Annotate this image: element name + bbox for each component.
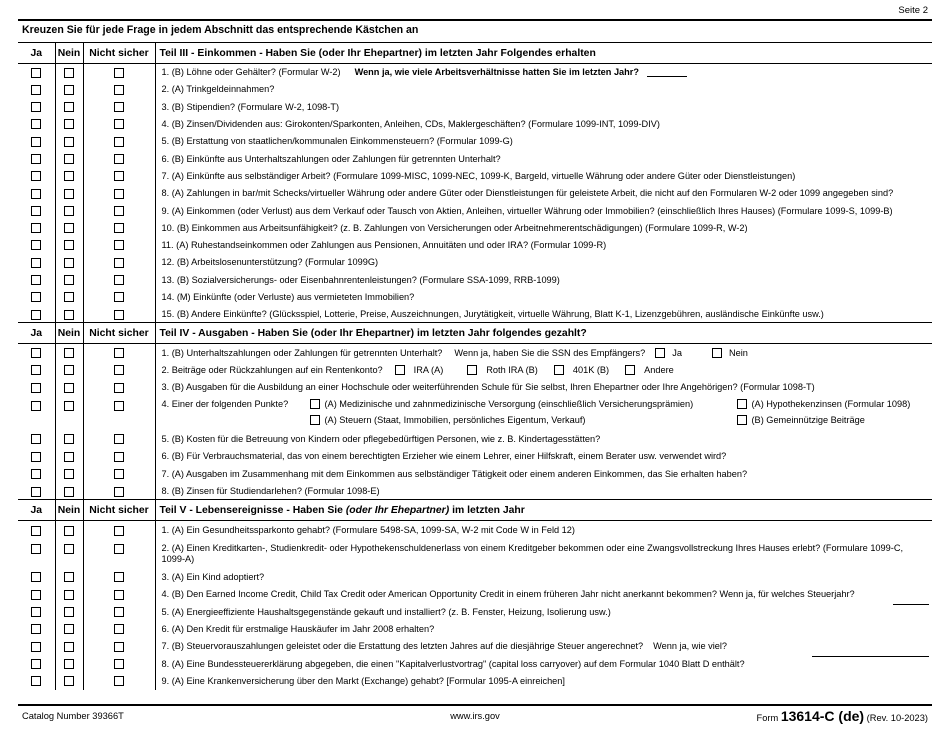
unsure-checkbox[interactable]: [114, 469, 124, 479]
medical-checkbox[interactable]: [310, 399, 320, 409]
catalog-number: Catalog Number 39366T: [22, 711, 124, 721]
yes-checkbox[interactable]: [31, 68, 41, 78]
unsure-checkbox[interactable]: [114, 401, 124, 411]
question-row: [18, 569, 932, 586]
part5-table: [18, 499, 932, 690]
yes-checkbox[interactable]: [31, 624, 41, 634]
part4-header: [18, 323, 932, 344]
charitable-label: (B) Gemeinnützige Beiträge: [751, 415, 865, 425]
unsure-checkbox[interactable]: [114, 292, 124, 302]
unsure-checkbox[interactable]: [114, 452, 124, 462]
irs-website-link[interactable]: www.irs.gov: [450, 711, 500, 721]
question-text: 4. (B) Den Earned Income Credit, Child Tax Credit oder American Opportunity Credit in einem früheren Jahr nicht anerkannt bekommen? Wenn ja, für welches Steuerjahr?: [161, 589, 855, 600]
yes-checkbox[interactable]: [31, 85, 41, 95]
question-row: [18, 396, 932, 430]
question-text: 1. (A) Ein Gesundheitssparkonto gehabt? (Formulare 5498-SA, 1099-SA, W-2 mit Code W in Feld 12): [161, 525, 575, 536]
mortgage-interest-checkbox[interactable]: [737, 399, 747, 409]
yes-checkbox[interactable]: [31, 544, 41, 554]
no-checkbox[interactable]: [64, 85, 74, 95]
question-row: [18, 167, 932, 184]
question-text: 3. (B) Stipendien? (Formulare W-2, 1098-T): [161, 101, 340, 112]
question-row: [18, 379, 932, 397]
no-checkbox[interactable]: [64, 206, 74, 216]
question-text: 4. Einer der folgenden Punkte?: [161, 399, 289, 409]
no-checkbox[interactable]: [64, 676, 74, 686]
unsure-checkbox[interactable]: [114, 68, 124, 78]
no-checkbox[interactable]: [64, 154, 74, 164]
unsure-checkbox[interactable]: [114, 85, 124, 95]
no-checkbox[interactable]: [64, 119, 74, 129]
unsure-checkbox[interactable]: [114, 189, 124, 199]
yes-checkbox[interactable]: [31, 206, 41, 216]
no-checkbox[interactable]: [64, 310, 74, 320]
401k-label: 401K (B): [572, 364, 610, 375]
taxes-checkbox[interactable]: [310, 415, 320, 425]
part3-table: [18, 42, 932, 323]
unsure-checkbox[interactable]: [114, 310, 124, 320]
unsure-checkbox[interactable]: [114, 102, 124, 112]
yes-checkbox[interactable]: [31, 223, 41, 233]
question-row: [18, 150, 932, 167]
question-text: 5. (B) Erstattung von staatlichen/kommunalen Einkommensteuern? (Formular 1099-G): [161, 136, 513, 147]
question-row: [18, 115, 932, 132]
question-text: 2. (A) Einen Kreditkarten-, Studienkredit- oder Hypothekenschuldenerlass von einem Kreditgeber bekommen oder eine Zwangsvollstreckung Ihres Hauses erlebt? (Formulare 1099-C, 1099-A): [161, 542, 904, 564]
no-checkbox[interactable]: [64, 469, 74, 479]
yes-checkbox[interactable]: [31, 154, 41, 164]
medical-label: (A) Medizinische und zahnmedizinische Versorgung (einschließlich Versicherungsprämien): [324, 399, 694, 409]
unsure-checkbox[interactable]: [114, 383, 124, 393]
unsure-checkbox[interactable]: [114, 487, 124, 497]
prepayment-amount-field[interactable]: [812, 656, 929, 657]
yes-checkbox[interactable]: [31, 275, 41, 285]
form-word: Form: [756, 713, 779, 723]
question-text: 10. (B) Einkommen aus Arbeitsunfähigkeit? (z. B. Zahlungen von Versicherungen oder Arbeitnehmerentschädigungen) (Formulare 1099-R, W-2): [161, 222, 748, 233]
question-text: 7. (B) Steuervorauszahlungen geleistet oder die Erstattung des letzten Jahres auf die diesjährige Steuer angerechnet?: [161, 641, 644, 652]
yes-checkbox[interactable]: [31, 119, 41, 129]
yes-checkbox[interactable]: [31, 171, 41, 181]
question-text: 3. (B) Ausgaben für die Ausbildung an einer Hochschule oder weiterführenden Schule für Sie selbst, Ihren Ehepartner oder Ihre Angehörigen? (Formular 1098-T): [161, 382, 815, 393]
yes-checkbox[interactable]: [31, 383, 41, 393]
ssn-no-label: Nein: [728, 347, 748, 358]
question-text: 1. (B) Unterhaltszahlungen oder Zahlungen für getrennten Unterhalt?: [161, 347, 443, 358]
question-text: 5. (A) Energieeffiziente Haushaltsgegenstände gekauft und installiert? (z. B. Fenster, Heizung, Isolierung usw.): [161, 606, 611, 617]
question-text: 6. (B) Für Verbrauchsmaterial, das von einem berechtigten Erzieher wie einem Lehrer, einer Hilfskraft, einem Berater usw. verwendet wird?: [161, 451, 727, 462]
top-rule: [18, 19, 932, 21]
question-row: [18, 638, 932, 655]
no-checkbox[interactable]: [64, 292, 74, 302]
yes-checkbox[interactable]: [31, 434, 41, 444]
col-no-header: Nein: [55, 43, 83, 64]
unsure-checkbox[interactable]: [114, 642, 124, 652]
jobs-count-field[interactable]: [647, 67, 687, 77]
question-row: [18, 271, 932, 288]
yes-checkbox[interactable]: [31, 469, 41, 479]
question-text: 9. (A) Einkommen (oder Verlust) aus dem Verkauf oder Tausch von Aktien, Anleihen, virtueller Währung oder Immobilien? (einschließlich Ihres Hauses) (Formulare 1099-S, 1099-B): [161, 205, 893, 216]
yes-checkbox[interactable]: [31, 240, 41, 250]
unsure-checkbox[interactable]: [114, 365, 124, 375]
question-text: 8. (A) Zahlungen in bar/mit Schecks/virtueller Währung oder andere Güter oder Dienstleistungen für geleistete Arbeit, die nicht auf den Formularen W-2 oder 1099 angegeben sind?: [161, 188, 894, 199]
unsure-checkbox[interactable]: [114, 275, 124, 285]
yes-checkbox[interactable]: [31, 365, 41, 375]
col-yes-header: Ja: [18, 323, 55, 344]
question-text: 8. (A) Eine Bundessteuererklärung abgegeben, die einen "Kapitalverlustvortrag" (capital loss carryover) auf dem Formular 1040 Blatt D enthält?: [161, 658, 745, 669]
question-row: [18, 465, 932, 483]
no-checkbox[interactable]: [64, 258, 74, 268]
question-row: [18, 603, 932, 620]
part5-title-end: im letzten Jahr: [452, 504, 525, 516]
col-yes-header: Ja: [18, 500, 55, 521]
no-checkbox[interactable]: [64, 137, 74, 147]
col-unsure-header: Nicht sicher: [83, 43, 155, 64]
yes-checkbox[interactable]: [31, 642, 41, 652]
ssn-no-checkbox[interactable]: [712, 348, 722, 358]
other-retirement-label: Andere: [644, 364, 674, 375]
no-checkbox[interactable]: [64, 434, 74, 444]
question-row: [18, 483, 932, 501]
follow-up-text: Wenn ja, wie viel?: [653, 641, 728, 652]
unsure-checkbox[interactable]: [114, 348, 124, 358]
form-number: 13614-C (de): [780, 708, 865, 724]
no-checkbox[interactable]: [64, 487, 74, 497]
question-row: [18, 344, 932, 362]
unsure-checkbox[interactable]: [114, 572, 124, 582]
ira-label: IRA (A): [413, 364, 444, 375]
part4-table: [18, 322, 932, 500]
question-row: [18, 540, 932, 569]
page-number: Seite 2: [898, 5, 928, 16]
question-row: [18, 219, 932, 236]
yes-checkbox[interactable]: [31, 292, 41, 302]
question-row: [18, 288, 932, 305]
question-text: 5. (B) Kosten für die Betreuung von Kindern oder pflegebedürftigen Personen, wie z. B. Kindertagesstätten?: [161, 433, 601, 444]
part4-title: Teil IV - Ausgaben - Haben Sie (oder Ihr Ehepartner) im letzten Jahr folgendes gezahlt?: [155, 323, 932, 344]
yes-checkbox[interactable]: [31, 348, 41, 358]
mortgage-interest-label: (A) Hypothekenzinsen (Formular 1098): [751, 399, 911, 409]
ssn-yes-label: Ja: [672, 347, 682, 358]
yes-checkbox[interactable]: [31, 189, 41, 199]
yes-checkbox[interactable]: [31, 452, 41, 462]
question-text: 14. (M) Einkünfte (oder Verluste) aus vermieteten Immobilien?: [161, 292, 415, 302]
unsure-checkbox[interactable]: [114, 526, 124, 536]
no-checkbox[interactable]: [64, 590, 74, 600]
question-row: [18, 306, 932, 323]
no-checkbox[interactable]: [64, 544, 74, 554]
question-text: 9. (A) Eine Krankenversicherung über den Markt (Exchange) gehabt? [Formular 1095-A einreichen]: [161, 675, 565, 686]
unsure-checkbox[interactable]: [114, 624, 124, 634]
follow-up-text: Wenn ja, haben Sie die SSN des Empfängers?: [454, 347, 646, 358]
yes-checkbox[interactable]: [31, 590, 41, 600]
unsure-checkbox[interactable]: [114, 240, 124, 250]
question-text: 8. (B) Zinsen für Studiendarlehen? (Formular 1098-E): [161, 486, 380, 497]
question-text: 12. (B) Arbeitslosenunterstützung? (Formular 1099G): [161, 257, 379, 268]
part5-header: [18, 500, 932, 521]
question-row: [18, 448, 932, 466]
part5-title: Teil V - Lebensereignisse - Haben Sie: [159, 504, 343, 516]
no-checkbox[interactable]: [64, 102, 74, 112]
question-row: [18, 133, 932, 150]
unsure-checkbox[interactable]: [114, 544, 124, 554]
instruction: Kreuzen Sie für jede Frage in jedem Abschnitt das entsprechende Kästchen an: [22, 24, 419, 36]
question-row: [18, 521, 932, 540]
yes-checkbox[interactable]: [31, 526, 41, 536]
col-unsure-header: Nicht sicher: [83, 323, 155, 344]
question-row: [18, 202, 932, 219]
no-checkbox[interactable]: [64, 189, 74, 199]
question-text: 1. (B) Löhne oder Gehälter? (Formular W-2): [161, 67, 341, 78]
question-row: [18, 236, 932, 253]
roth-ira-label: Roth IRA (B): [486, 364, 538, 375]
yes-checkbox[interactable]: [31, 572, 41, 582]
col-yes-header: Ja: [18, 43, 55, 64]
question-row: [18, 672, 932, 689]
no-checkbox[interactable]: [64, 348, 74, 358]
no-checkbox[interactable]: [64, 572, 74, 582]
yes-checkbox[interactable]: [31, 401, 41, 411]
question-row: [18, 81, 932, 98]
no-checkbox[interactable]: [64, 659, 74, 669]
question-row: [18, 655, 932, 672]
question-row: [18, 98, 932, 115]
taxes-label: (A) Steuern (Staat, Immobilien, persönliches Eigentum, Verkauf): [324, 415, 586, 425]
col-unsure-header: Nicht sicher: [83, 500, 155, 521]
col-no-header: Nein: [55, 323, 83, 344]
question-text: 15. (B) Andere Einkünfte? (Glücksspiel, Lotterie, Preise, Auszeichnungen, Jurytätigkeit, virtuelle Währung, Blatt K-1, Lizenzgebühren, ausländische Einkünfte usw.): [161, 309, 824, 320]
tax-year-field[interactable]: [893, 604, 929, 605]
question-text: 6. (A) Den Kredit für erstmalige Hauskäufer im Jahr 2008 erhalten?: [161, 624, 435, 635]
no-checkbox[interactable]: [64, 642, 74, 652]
yes-checkbox[interactable]: [31, 676, 41, 686]
no-checkbox[interactable]: [64, 240, 74, 250]
question-text: 7. (A) Einkünfte aus selbständiger Arbeit? (Formulare 1099-MISC, 1099-NEC, 1099-K, Bargeld, virtuelle Währung oder andere Güter oder Dienstleistungen): [161, 170, 796, 181]
roth-ira-checkbox[interactable]: [467, 365, 477, 375]
bottom-rule: [18, 704, 932, 706]
ira-checkbox[interactable]: [395, 365, 405, 375]
question-text: 3. (A) Ein Kind adoptiert?: [161, 572, 265, 583]
yes-checkbox[interactable]: [31, 137, 41, 147]
col-no-header: Nein: [55, 500, 83, 521]
unsure-checkbox[interactable]: [114, 258, 124, 268]
question-row: [18, 586, 932, 603]
unsure-checkbox[interactable]: [114, 171, 124, 181]
unsure-checkbox[interactable]: [114, 223, 124, 233]
question-row: [18, 254, 932, 271]
question-row: [18, 620, 932, 637]
unsure-checkbox[interactable]: [114, 659, 124, 669]
no-checkbox[interactable]: [64, 526, 74, 536]
no-checkbox[interactable]: [64, 223, 74, 233]
no-checkbox[interactable]: [64, 171, 74, 181]
yes-checkbox[interactable]: [31, 659, 41, 669]
unsure-checkbox[interactable]: [114, 206, 124, 216]
question-row: [18, 185, 932, 202]
part3-header: [18, 43, 932, 64]
question-text: 11. (A) Ruhestandseinkommen oder Zahlungen aus Pensionen, Annuitäten und oder IRA? (Formular 1099-R): [161, 240, 607, 251]
unsure-checkbox[interactable]: [114, 434, 124, 444]
question-text: 4. (B) Zinsen/Dividenden aus: Girokonten/Sparkonten, Anleihen, CDs, Maklergeschäften? (Formulare 1099-INT, 1099-DIV): [161, 119, 660, 130]
question-text: 6. (B) Einkünfte aus Unterhaltszahlungen oder Zahlungen für getrennten Unterhalt?: [161, 153, 501, 164]
part3-title: Teil III - Einkommen - Haben Sie (oder Ihr Ehepartner) im letzten Jahr Folgendes erhalten: [155, 43, 932, 64]
ssn-yes-checkbox[interactable]: [655, 348, 665, 358]
no-checkbox[interactable]: [64, 401, 74, 411]
401k-checkbox[interactable]: [554, 365, 564, 375]
follow-up-text: Wenn ja, wie viele Arbeitsverhältnisse hatten Sie im letzten Jahr?: [354, 67, 639, 78]
yes-checkbox[interactable]: [31, 487, 41, 497]
question-text: 2. (A) Trinkgeldeinnahmen?: [161, 84, 275, 95]
yes-checkbox[interactable]: [31, 607, 41, 617]
yes-checkbox[interactable]: [31, 102, 41, 112]
form-revision: (Rev. 10-2023): [866, 713, 928, 723]
unsure-checkbox[interactable]: [114, 154, 124, 164]
question-text: 7. (A) Ausgaben im Zusammenhang mit dem Einkommen aus selbständiger Tätigkeit oder einem anderen Einkommen, das Sie erhalten haben?: [161, 468, 748, 479]
question-row: [18, 430, 932, 448]
unsure-checkbox[interactable]: [114, 607, 124, 617]
question-text: 13. (B) Sozialversicherungs- oder Eisenbahnrentenleistungen? (Formulare SSA-1099, RRB-1099): [161, 274, 560, 285]
no-checkbox[interactable]: [64, 365, 74, 375]
yes-checkbox[interactable]: [31, 258, 41, 268]
no-checkbox[interactable]: [64, 624, 74, 634]
no-checkbox[interactable]: [64, 452, 74, 462]
no-checkbox[interactable]: [64, 275, 74, 285]
question-text: 2. Beiträge oder Rückzahlungen auf ein Rentenkonto?: [161, 364, 383, 375]
form-id: [757, 708, 928, 724]
yes-checkbox[interactable]: [31, 310, 41, 320]
unsure-checkbox[interactable]: [114, 676, 124, 686]
unsure-checkbox[interactable]: [114, 590, 124, 600]
question-row: [18, 64, 932, 81]
no-checkbox[interactable]: [64, 607, 74, 617]
other-retirement-checkbox[interactable]: [625, 365, 635, 375]
charitable-checkbox[interactable]: [737, 415, 747, 425]
no-checkbox[interactable]: [64, 68, 74, 78]
part5-title-italic: (oder Ihr Ehepartner): [345, 504, 450, 516]
unsure-checkbox[interactable]: [114, 137, 124, 147]
question-row: [18, 361, 932, 379]
unsure-checkbox[interactable]: [114, 119, 124, 129]
no-checkbox[interactable]: [64, 383, 74, 393]
